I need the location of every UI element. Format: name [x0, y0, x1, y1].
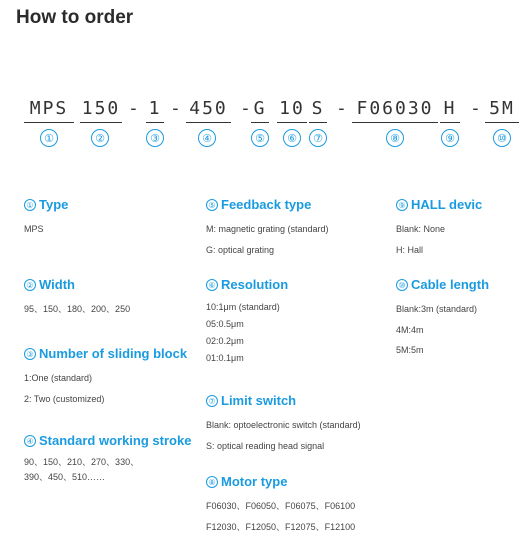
code-segment-limit-switch: S: [309, 96, 327, 123]
code-separator: -: [128, 98, 139, 119]
section-line: 1:One (standard): [24, 373, 93, 383]
section-title-text: Type: [39, 197, 69, 212]
section-feedback: [206, 196, 329, 260]
section-line: 4M:4m: [396, 324, 424, 335]
section-title-text: Motor type: [221, 474, 288, 489]
section-line: 90、150、210、270、330、: [24, 457, 140, 467]
code-number-2: ②: [91, 129, 109, 147]
code-number-7: ⑦: [309, 129, 327, 147]
section-title: [206, 196, 329, 214]
order-code: [0, 96, 525, 156]
section-line: Blank:3m (standard): [396, 304, 478, 314]
section-line: 2: Two (customized): [24, 393, 105, 404]
section-number: ③: [24, 348, 36, 360]
section-title-text: Standard working stroke: [39, 433, 192, 448]
section-hall: [396, 196, 482, 260]
section-number: ⑤: [206, 199, 218, 211]
code-number-4: ④: [198, 129, 216, 147]
section-title-text: Limit switch: [221, 393, 297, 408]
section-title: [206, 473, 355, 491]
code-separator: -: [470, 98, 481, 119]
section-number: ④: [24, 435, 36, 447]
code-number-9: ⑨: [441, 129, 459, 147]
section-sliding-block: [24, 345, 187, 409]
section-width: [24, 276, 130, 320]
section-line: S: optical reading head signal: [206, 440, 325, 451]
code-number-8: ⑧: [386, 129, 404, 147]
code-separator: -: [240, 98, 251, 119]
section-line: 01:0.1μm: [206, 353, 244, 363]
code-segment-motor: F06030: [352, 96, 438, 123]
section-number: ②: [24, 279, 36, 291]
section-line: 05:0.5μm: [206, 319, 244, 329]
section-stroke: [24, 432, 191, 485]
code-segment-sliding-block: 1: [146, 96, 164, 123]
code-segment-hall: H: [440, 96, 460, 123]
section-line: F12030、F12050、F12075、F12100: [206, 521, 356, 532]
section-number: ⑧: [206, 476, 218, 488]
section-line: 95、150、180、200、250: [24, 304, 131, 314]
section-number: ⑨: [396, 199, 408, 211]
section-title: [396, 276, 489, 294]
section-title: [24, 432, 191, 450]
section-title: [24, 345, 187, 363]
section-title-text: Width: [39, 277, 75, 292]
section-title-text: Number of sliding block: [39, 346, 188, 361]
section-line: Blank: optoelectronic switch (standard): [206, 420, 361, 430]
code-number-3: ③: [146, 129, 164, 147]
code-segment-width: 150: [80, 96, 122, 123]
section-line: Blank: None: [396, 224, 446, 234]
code-segment-resolution: 10: [277, 96, 307, 123]
code-segment-type: MPS: [24, 96, 74, 123]
code-number-6: ⑥: [283, 129, 301, 147]
code-separator: -: [170, 98, 181, 119]
code-separator: -: [336, 98, 347, 119]
page-title: How to order: [16, 7, 134, 28]
section-line: 02:0.2μm: [206, 336, 244, 346]
section-number: ⑥: [206, 279, 218, 291]
section-cable: [396, 276, 489, 361]
section-line: MPS: [24, 224, 44, 234]
section-number: ⑩: [396, 279, 408, 291]
section-title: [24, 196, 68, 214]
section-line: M: magnetic grating (standard): [206, 224, 329, 234]
section-motor: [206, 473, 355, 537]
section-line: 10:1μm (standard): [206, 302, 280, 312]
section-title: [206, 276, 288, 294]
section-title: [396, 196, 482, 214]
section-line: G: optical grating: [206, 244, 275, 255]
section-line: F06030、F06050、F06075、F06100: [206, 501, 356, 511]
code-segment-cable: 5M: [485, 96, 519, 123]
section-title-text: Cable length: [411, 277, 490, 292]
section-title-text: Feedback type: [221, 197, 312, 212]
section-line: H: Hall: [396, 244, 424, 255]
section-resolution: [206, 276, 288, 367]
section-title: [206, 392, 361, 410]
code-number-5: ⑤: [251, 129, 269, 147]
code-number-10: ⑩: [493, 129, 511, 147]
code-segment-feedback: G: [251, 96, 269, 123]
section-number: ⑦: [206, 395, 218, 407]
section-number: ①: [24, 199, 36, 211]
code-segment-stroke: 450: [186, 96, 231, 123]
section-line: 5M:5m: [396, 345, 424, 355]
code-number-1: ①: [40, 129, 58, 147]
section-title: [24, 276, 130, 294]
section-limit-switch: [206, 392, 361, 456]
section-type: [24, 196, 68, 240]
section-line: 390、450、510……: [24, 472, 106, 482]
section-title-text: HALL devic: [411, 197, 483, 212]
section-title-text: Resolution: [221, 277, 289, 292]
